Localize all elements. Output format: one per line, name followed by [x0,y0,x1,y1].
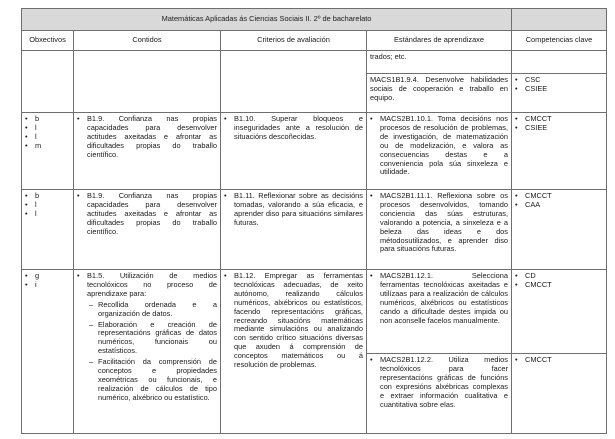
standard-cell: trados; etc. [367,51,512,74]
objective-item: • l [25,201,70,210]
column-header-criteria: Criterios de avaliación [221,31,367,51]
criterion-cell [221,270,367,434]
objective-item: • l [25,210,70,219]
column-header-objectives: Obxectivos [22,31,74,51]
objective-item: • b [25,115,70,124]
table-row [22,113,607,190]
competences-cell [512,270,607,354]
competence-item: • CSIEE [515,85,603,94]
content-cell [74,190,221,270]
competences-cell [512,354,607,434]
competences-cell [512,190,607,270]
standard-item: • MACS2B1.11.1. Reflexiona sobre os procesos desenvolvidos, tomando conciencia das súas estruturas, valorando a potencia, a sinxeleza e a beleza das ideas e dos métodosutilizados, e aprender diso para situacións futuras. [370,192,508,254]
competence-item: • CMCCT [515,115,603,124]
objective-item: • l [25,124,70,133]
objective-item: • l [25,133,70,142]
content-subitem: – Recollida ordenada e a organización de datos. [87,301,217,319]
column-header-contents: Contidos [74,31,221,51]
criterion-cell [221,51,367,113]
content-item [77,272,217,403]
criterion-item: • B1.10. Superar bloqueos e inseguridades ante a resolución de situacións descoñecidas. [224,115,363,142]
standard-cell [367,354,512,434]
content-subitem: – Elaboración e creación de representacións gráficas de datos numéricos, funcionais ou estatísticos. [87,321,217,357]
objective-item: • b [25,192,70,201]
objective-item: • m [25,142,70,151]
table-row [22,51,607,74]
competence-item: • CD [515,272,603,281]
competences-cell [512,74,607,113]
content-intro: • B1.5. Utilización de medios tecnolóxicos no proceso de aprendizaxe para: [87,271,217,298]
competence-item: • CAA [515,201,603,210]
content-cell [74,113,221,190]
column-header-standards: Estándares de aprendizaxe [367,31,512,51]
objective-item: • g [25,272,70,281]
curriculum-table [21,8,607,434]
standard-item: • MACS2B1.12.1. Selecciona ferramentas tecnolóxicas axeitadas e utilízaas para a realización de cálculos numéricos, alxébricos ou estatísticos cando a dificultade destes impida ou non aconselle facelos manualmente. [370,272,508,325]
objectives-cell [22,270,74,434]
objectives-cell [22,51,74,113]
standard-cell: MACS1B1.9.4. Desenvolve habilidades sociais de cooperación e traballo en equipo. [367,74,512,113]
competences-cell [512,51,607,74]
competence-item: • CSC [515,76,603,85]
standard-cell [367,270,512,354]
objectives-cell [22,190,74,270]
competence-item: • CMCCT [515,356,603,365]
objective-item: • i [25,281,70,290]
column-header-competences: Competencias clave [512,31,607,51]
criterion-item: • B1.12. Empregar as ferramentas tecnolóxicas adecuadas, de xeito autónomo, realizando cálculos numéricos, alxébricos ou estatísticos, facendo representacións gráficas, recreando situacións matemáticas mediante simulacións ou analizando con sentido crítico situacións diversas que axuden á comprensión de conceptos matemáticos ou á resolución de problemas. [224,272,363,370]
criterion-cell [221,113,367,190]
standard-item: • MACS2B1.12.2. Utiliza medios tecnolóxicos para facer representacións gráficas de funcións con expresións alxébricas complexas e extraer información cualitativa e cuantitativa sobre elas. [370,356,508,409]
content-subitem: – Facilitación da comprensión de conceptos e propiedades xeométricas ou funcionais, e realización de cálculos de tipo numérico, alxébrico ou estatístico. [87,358,217,403]
criterion-item: • B1.11. Reflexionar sobre as decisións tomadas, valorando a súa eficacia, e aprender diso para situacións similares futuras. [224,192,363,228]
competences-cell [512,113,607,190]
table-row [22,270,607,354]
objectives-cell [22,113,74,190]
standard-cell [367,113,512,190]
standard-cell [367,190,512,270]
competence-item: • CMCCT [515,192,603,201]
content-item: • B1.9. Confianza nas propias capacidades para desenvolver actitudes axeitadas e afrontar as dificultades propias do traballo científico. [77,192,217,237]
competence-item: • CMCCT [515,281,603,290]
content-cell [74,51,221,113]
standard-item: • MACS2B1.10.1. Toma decisións nos procesos de resolución de problemas, de investigación, de matematización ou de modelización, e valora as consecuencias destas e a conveniencia pola súa sinxeleza e utilidade. [370,115,508,177]
table-title-blank [512,9,607,31]
table-row [22,190,607,270]
table-title: Matemáticas Aplicadas ás Ciencias Sociais II. 2º de bacharelato [22,9,512,31]
criterion-cell [221,190,367,270]
content-cell [74,270,221,434]
content-item: • B1.9. Confianza nas propias capacidades para desenvolver actitudes axeitadas e afrontar as dificultades propias do traballo científico. [77,115,217,160]
competence-item: • CSIEE [515,124,603,133]
